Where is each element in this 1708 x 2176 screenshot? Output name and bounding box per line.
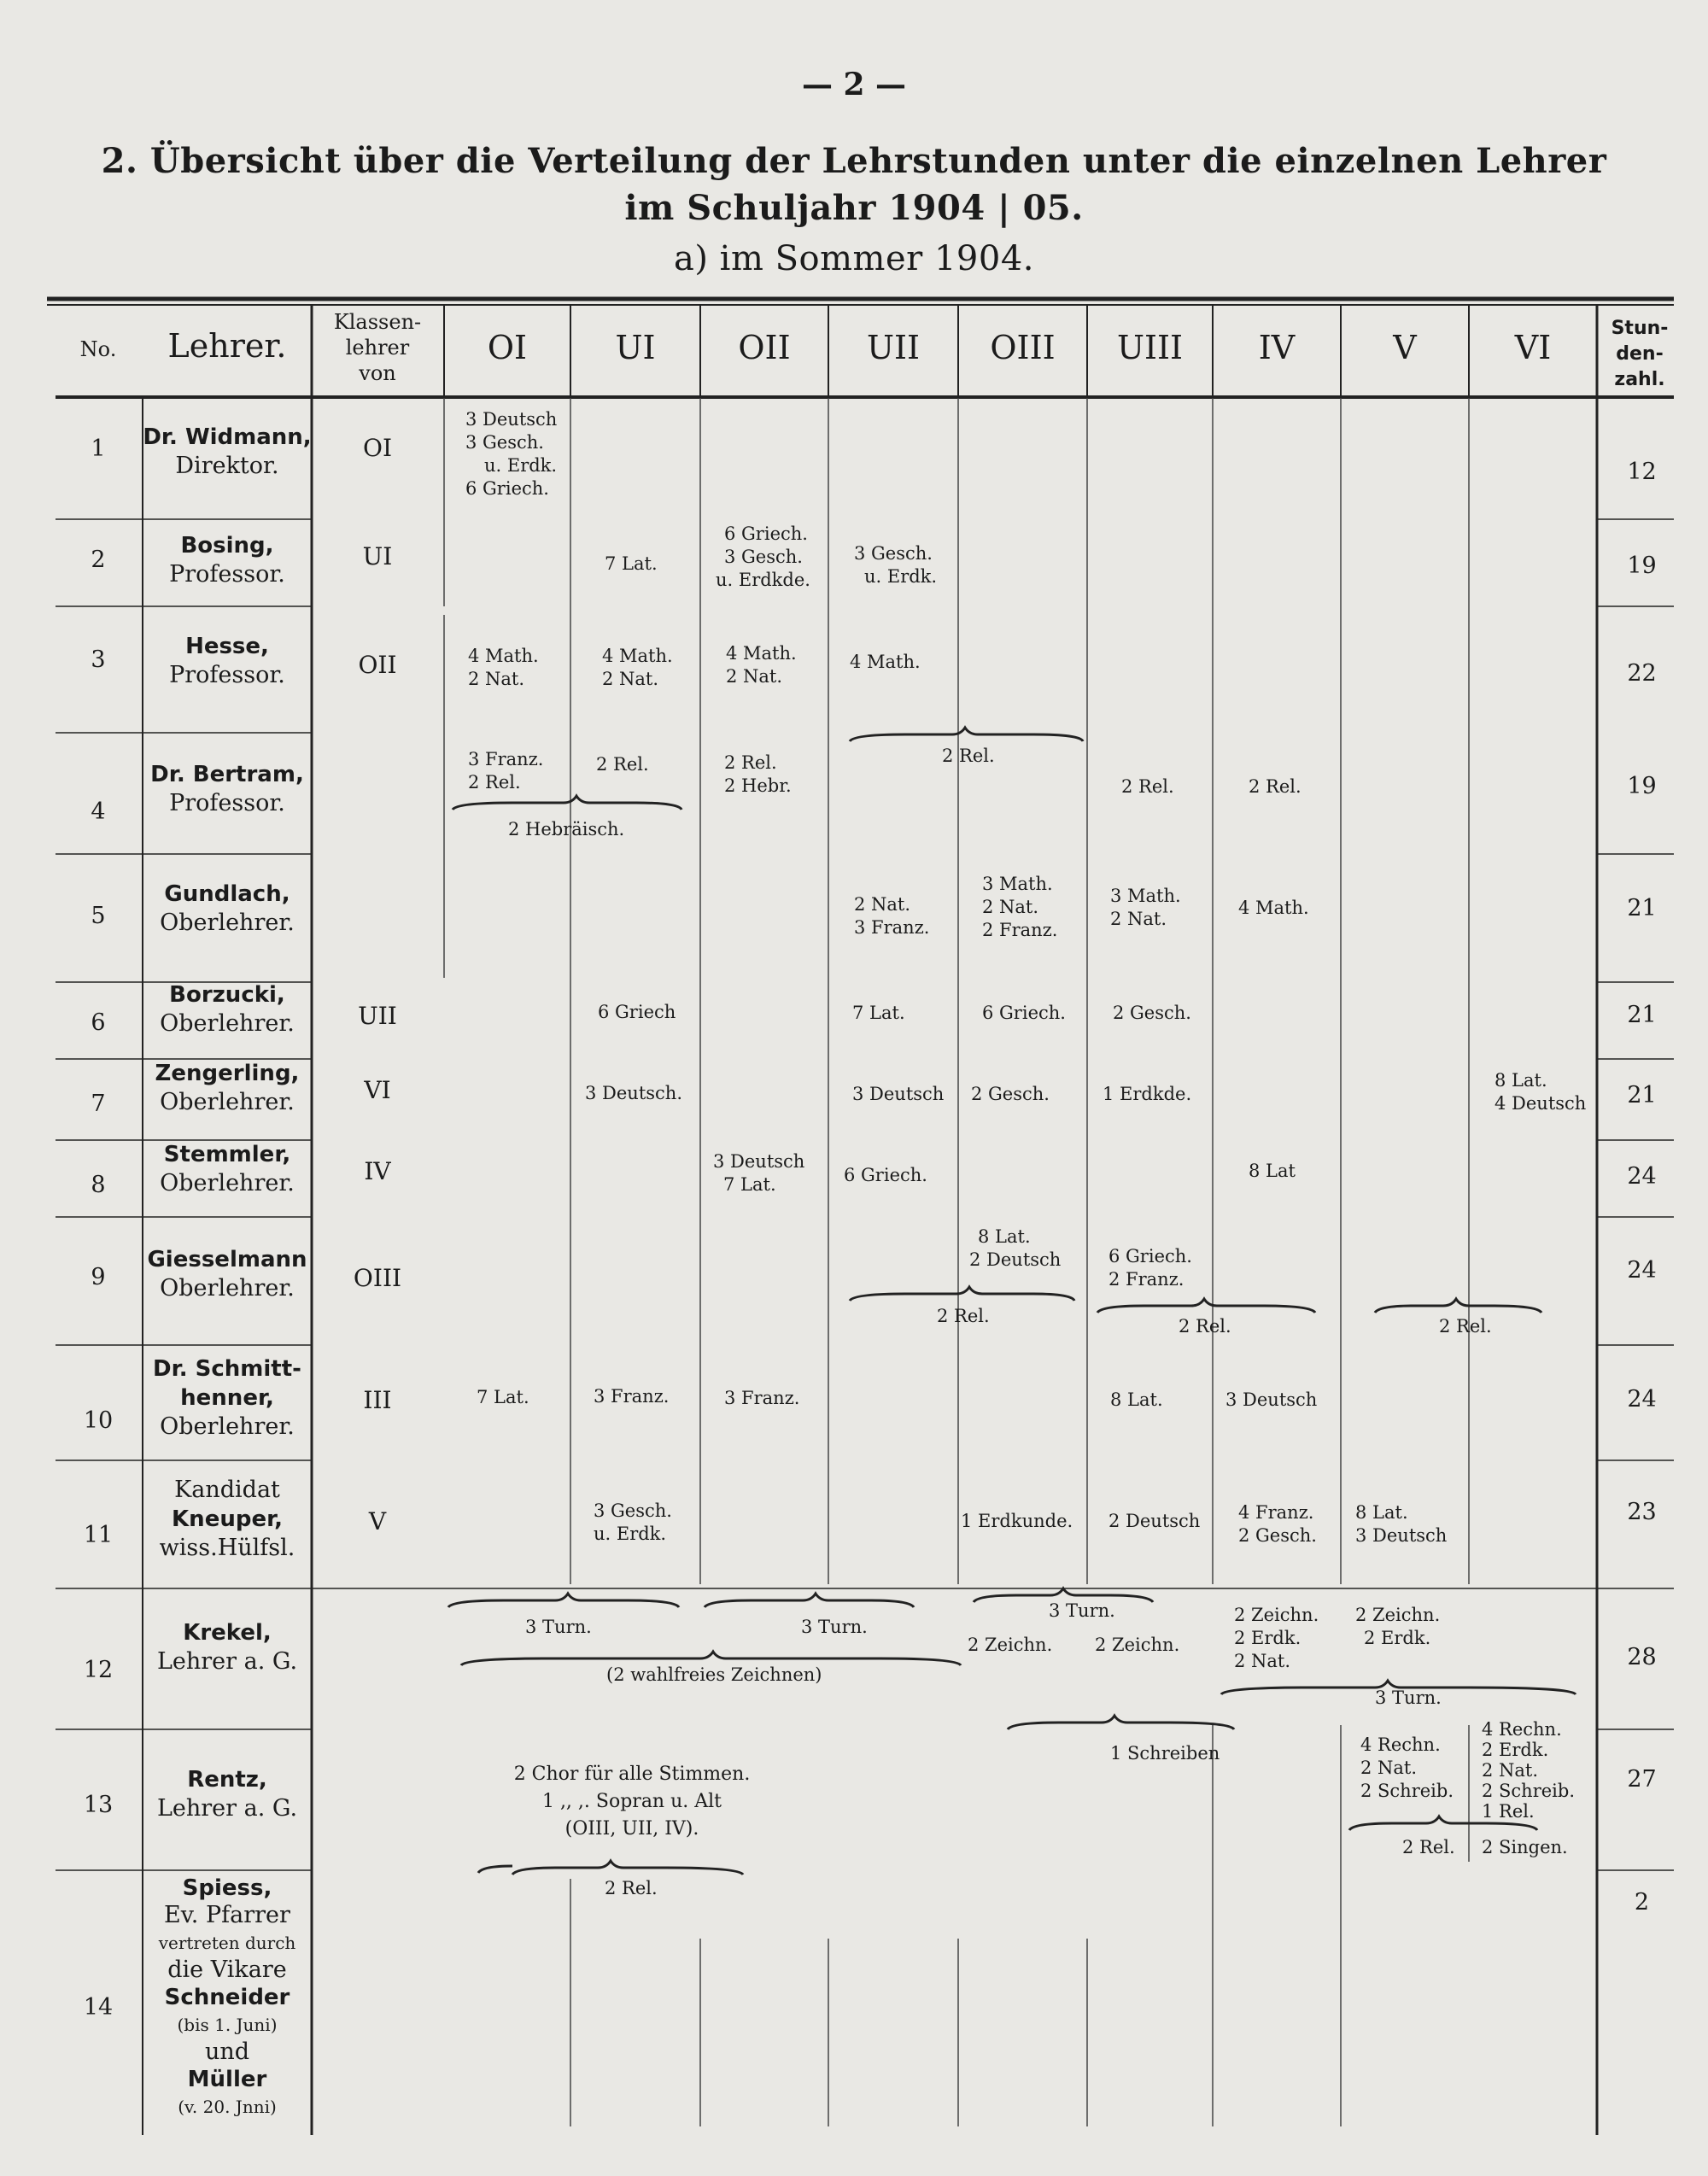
page-number: — 2 — — [801, 67, 907, 102]
header-klassen-l3: von — [359, 361, 396, 385]
row-3-no: 3 — [91, 646, 106, 673]
cell-line: 2 Nat. — [1110, 909, 1167, 929]
row-8-no: 8 — [91, 1172, 106, 1198]
row-11-iv — [1238, 1501, 1317, 1547]
row-7-uii — [852, 1083, 944, 1106]
row-13-rel: 2 Rel. — [1402, 1837, 1455, 1857]
cell-line: 3 Deutsch — [465, 409, 558, 430]
header-klassen-l2: lehrer — [345, 336, 410, 360]
row-13-stunden: 27 — [1627, 1766, 1657, 1793]
header-class-v: V — [1393, 329, 1417, 366]
teacher-name: Krekel, — [183, 1620, 272, 1646]
cell-line: 2 Zeichn. — [1234, 1605, 1319, 1625]
row-14-rel: 2 Rel. — [605, 1878, 658, 1898]
cell-line: 6 Griech. — [465, 478, 549, 499]
header-class-vi: VI — [1514, 329, 1552, 366]
cell-line: 2 Deutsch — [969, 1249, 1062, 1270]
teacher-name: Dr. Bertram, — [150, 762, 304, 787]
row-7-teacher — [143, 1059, 312, 1117]
row-12-zeichnen: (2 wahlfreies Zeichnen) — [606, 1664, 822, 1685]
teacher-rank: Oberlehrer. — [160, 1010, 295, 1037]
cell-line: 2 Nat. — [468, 669, 525, 689]
teacher-name: Spiess, — [182, 1875, 272, 1901]
teacher-name-cont: henner, — [180, 1385, 274, 1411]
title-line-3: a) im Sommer 1904. — [674, 239, 1034, 278]
row-9-rel-uii-oiii: 2 Rel. — [937, 1306, 990, 1326]
cell-line: 7 Lat. — [605, 553, 658, 574]
cell-line: 2 Rel. — [724, 752, 777, 773]
cell-line: 2 Hebr. — [724, 775, 792, 796]
row-5-oiii — [982, 873, 1057, 942]
cell-line: 2 Franz. — [982, 920, 1058, 940]
row-10-stunden: 24 — [1627, 1386, 1657, 1413]
row-14-no: 14 — [83, 1994, 114, 2021]
cell-line: 3 Gesch. — [594, 1500, 672, 1521]
cell-line: 3 Gesch. — [724, 547, 803, 567]
row-12-teacher — [143, 1618, 312, 1676]
row-10-oi — [477, 1386, 529, 1409]
teacher-rank: Oberlehrer. — [160, 1089, 295, 1115]
row-5-iv — [1238, 897, 1309, 920]
teacher-name: Borzucki, — [169, 982, 285, 1008]
cell-line: 4 Math. — [850, 652, 921, 672]
cell-line: 8 Lat. — [1494, 1070, 1547, 1091]
header-no: No. — [79, 337, 117, 361]
cell-line: 2 Franz. — [1108, 1269, 1184, 1290]
teacher-name: Hesse, — [185, 634, 269, 659]
teacher-name: Zengerling, — [155, 1061, 300, 1086]
cell-line: 6 Griech. — [724, 524, 808, 544]
row-3-stunden: 22 — [1627, 660, 1657, 687]
row-2-oii — [716, 523, 810, 592]
cell-line: 8 Lat. — [978, 1226, 1031, 1247]
header-class-oiii: OIII — [990, 329, 1056, 366]
row-11-teacher — [143, 1476, 312, 1563]
cell-line: 3 Gesch. — [854, 543, 933, 564]
row-7-no: 7 — [91, 1091, 106, 1117]
cell-line: 2 Nat. — [854, 894, 911, 915]
cell-line: 6 Griech — [598, 1002, 676, 1022]
row-6-ui — [598, 1001, 676, 1024]
row-5-teacher — [143, 880, 312, 938]
header-stunden-l3: zahl. — [1614, 369, 1665, 390]
row-13-teacher — [143, 1765, 312, 1823]
row-6-uiii — [1113, 1002, 1191, 1025]
row-4-stunden: 19 — [1627, 773, 1657, 799]
cell-line: 3 Franz. — [468, 749, 544, 769]
row-9-klasse: OIII — [353, 1264, 402, 1292]
header-stunden-l1: Stun- — [1611, 318, 1669, 339]
cell-line: 2 Rel. — [468, 772, 521, 793]
teacher-name: Dr. Widmann, — [143, 424, 312, 450]
row-7-vi — [1494, 1069, 1586, 1115]
teacher-substitute-name: Schneider — [164, 1985, 290, 2010]
row-8-iv — [1249, 1160, 1296, 1183]
row-9-no: 9 — [91, 1264, 106, 1290]
teacher-note: die Vikare — [167, 1957, 287, 1983]
cell-line: 4 Franz. — [1238, 1502, 1314, 1523]
row-12-turn-iv-vi: 3 Turn. — [1375, 1688, 1442, 1708]
cell-line: 8 Lat — [1249, 1161, 1296, 1181]
cell-line: 4 Math. — [726, 643, 797, 664]
cell-line: 6 Griech. — [1108, 1246, 1192, 1266]
row-2-teacher — [143, 531, 312, 589]
header-class-oii: OII — [738, 329, 791, 366]
cell-line: 2 Chor für alle Stimmen. — [513, 1764, 751, 1785]
cell-line: 2 Erdk. — [1364, 1628, 1431, 1648]
title-line-2: im Schuljahr 1904 | 05. — [624, 188, 1084, 228]
cell-line: u. Erdkde. — [716, 570, 810, 590]
row-12-v — [1355, 1604, 1440, 1650]
cell-line: 3 Math. — [982, 874, 1053, 894]
teacher-rank: Lehrer a. G. — [156, 1795, 298, 1822]
row-13-chor — [504, 1761, 760, 1843]
row-13-v — [1360, 1734, 1454, 1803]
header-class-oi: OI — [487, 329, 528, 366]
row-10-uiii — [1110, 1389, 1163, 1412]
cell-line: 3 Deutsch — [1225, 1389, 1318, 1410]
cell-line: 4 Deutsch — [1494, 1093, 1587, 1114]
row-4-hebraeisch: 2 Hebräisch. — [508, 819, 625, 839]
cell-line: 3 Franz. — [854, 917, 930, 938]
cell-line: 4 Math. — [602, 646, 673, 666]
row-8-klasse: IV — [364, 1157, 391, 1185]
cell-line: 1 Erdkde. — [1103, 1084, 1192, 1104]
row-12-oiii — [968, 1634, 1052, 1657]
cell-line: 7 Lat. — [477, 1387, 529, 1407]
cell-line: 2 Schreib. — [1360, 1781, 1454, 1801]
cell-line: 3 Franz. — [724, 1388, 800, 1408]
header-stunden-l2: den- — [1616, 343, 1664, 365]
cell-line: 3 Deutsch — [713, 1151, 805, 1172]
row-12-stunden: 28 — [1627, 1644, 1657, 1670]
cell-line: 8 Lat. — [1110, 1389, 1163, 1410]
row-11-v — [1355, 1501, 1447, 1547]
cell-line: 2 Schreib. — [1482, 1781, 1576, 1801]
row-12-iv — [1234, 1604, 1319, 1673]
cell-line: 2 Nat. — [1234, 1651, 1291, 1671]
cell-line: 2 Rel. — [1249, 776, 1301, 797]
row-2-ui — [605, 553, 658, 576]
header-class-uii: UII — [866, 329, 921, 366]
row-10-ui — [594, 1385, 669, 1408]
teacher-rank: Professor. — [169, 662, 285, 688]
row-5-stunden: 21 — [1627, 895, 1657, 921]
cell-line: 7 Lat. — [852, 1003, 905, 1023]
row-5-uiii — [1110, 885, 1181, 931]
row-6-no: 6 — [91, 1009, 106, 1036]
row-9-teacher — [143, 1245, 312, 1303]
cell-line: 3 Deutsch. — [585, 1083, 683, 1103]
header-klassenlehrer — [313, 309, 442, 386]
cell-line: u. Erdk. — [594, 1524, 667, 1544]
row-7-uiii — [1103, 1083, 1191, 1106]
row-4-oi — [468, 748, 543, 794]
cell-line: 2 Nat. — [602, 669, 659, 689]
teacher-note: vertreten durch — [158, 1933, 296, 1953]
teacher-rank: Oberlehrer. — [160, 1275, 295, 1302]
teacher-prefix: Kandidat — [174, 1477, 280, 1503]
row-11-no: 11 — [83, 1522, 114, 1548]
title-line-1: 2. Übersicht über die Verteilung der Lehrstunden unter die einzelnen Lehrer — [101, 141, 1607, 181]
row-3-klasse: OII — [358, 651, 397, 679]
row-3-teacher — [143, 632, 312, 690]
row-12-turn-oii-uii: 3 Turn. — [801, 1617, 868, 1637]
row-11-ui — [594, 1500, 672, 1546]
cell-line: 4 Math. — [468, 646, 539, 666]
row-14-stunden: 2 — [1634, 1889, 1650, 1916]
cell-line: 2 Zeichn. — [968, 1635, 1053, 1655]
row-12-no: 12 — [83, 1657, 114, 1683]
teacher-note: (v. 20. Jnni) — [178, 2097, 277, 2117]
row-1-teacher — [143, 423, 312, 481]
cell-line: 2 Deutsch — [1108, 1511, 1201, 1531]
cell-line: u. Erdk. — [864, 566, 938, 587]
cell-line: 6 Griech. — [982, 1003, 1066, 1023]
row-5-no: 5 — [91, 903, 106, 929]
header-stundenzahl — [1597, 316, 1682, 393]
row-6-oiii — [982, 1002, 1066, 1025]
row-4-teacher — [143, 760, 312, 818]
teacher-rank: Professor. — [169, 561, 285, 588]
teacher-name: Kneuper, — [172, 1506, 283, 1532]
row-14-teacher — [143, 1875, 312, 2120]
cell-line: (OIII, UII, IV). — [564, 1818, 699, 1840]
row-12-turn-oiii-uiii: 3 Turn. — [1049, 1600, 1115, 1621]
row-6-teacher — [143, 980, 312, 1038]
header-class-iv: IV — [1258, 329, 1296, 366]
cell-line: 2 Nat. — [1360, 1758, 1418, 1778]
row-13-no: 13 — [83, 1792, 114, 1818]
cell-line: 3 Math. — [1110, 886, 1181, 906]
row-9-oiii — [969, 1225, 1061, 1272]
row-4-uii-oiii: 2 Rel. — [942, 746, 995, 766]
teacher-rank: Oberlehrer. — [160, 910, 295, 936]
cell-line: 2 Erdk. — [1234, 1628, 1301, 1648]
cell-line: u. Erdk. — [484, 455, 558, 476]
cell-line: 4 Math. — [1238, 898, 1309, 918]
row-1-no: 1 — [91, 436, 106, 462]
teacher-name: Bosing, — [180, 533, 274, 559]
row-9-rel-uiii-iv: 2 Rel. — [1179, 1316, 1231, 1337]
cell-line: 6 Griech. — [844, 1165, 927, 1185]
row-9-rel-v-vi: 2 Rel. — [1439, 1316, 1492, 1337]
row-2-klasse: UI — [362, 542, 393, 570]
row-11-stunden: 23 — [1627, 1499, 1657, 1525]
row-6-uii — [852, 1002, 905, 1025]
teacher-rank: Professor. — [169, 790, 285, 816]
row-10-klasse: III — [363, 1386, 392, 1414]
teacher-note: und — [204, 2039, 250, 2065]
teacher-substitute-name: Müller — [187, 2067, 267, 2092]
row-7-stunden: 21 — [1627, 1082, 1657, 1108]
cell-line: 3 Deutsch — [1355, 1525, 1448, 1546]
teacher-rank: Direktor. — [175, 453, 279, 479]
cell-line: 2 Nat. — [726, 666, 783, 687]
cell-line: 3 Gesch. — [465, 432, 544, 453]
row-12-turn-oi-ui: 3 Turn. — [525, 1617, 592, 1637]
cell-line: 2 Nat. — [1482, 1760, 1539, 1781]
row-9-stunden: 24 — [1627, 1257, 1657, 1284]
header-class-ui: UI — [615, 329, 656, 366]
row-11-klasse: V — [368, 1507, 387, 1535]
row-2-stunden: 19 — [1627, 553, 1657, 579]
row-8-teacher — [143, 1140, 312, 1198]
row-4-no: 4 — [91, 798, 106, 825]
row-4-uiii — [1121, 775, 1174, 798]
row-1-klasse: OI — [362, 434, 392, 462]
row-2-no: 2 — [91, 547, 106, 573]
teacher-rank: Ev. Pfarrer — [164, 1902, 290, 1928]
row-6-stunden: 21 — [1627, 1002, 1657, 1028]
row-7-klasse: VI — [364, 1076, 391, 1104]
cell-line: 3 Deutsch — [852, 1084, 945, 1104]
header-klassen-l1: Klassen- — [333, 310, 422, 334]
row-9-uiii — [1108, 1245, 1192, 1291]
header-class-uiii: UIII — [1116, 329, 1184, 366]
row-4-oii — [724, 752, 792, 798]
row-8-uii — [844, 1164, 927, 1187]
row-3-uii — [850, 651, 921, 674]
row-13-singen: 2 Singen. — [1482, 1837, 1568, 1857]
row-6-klasse: UII — [358, 1002, 397, 1030]
cell-line: 1 Erdkunde. — [961, 1511, 1073, 1531]
row-2-uii — [854, 542, 937, 588]
teacher-rank: Oberlehrer. — [160, 1413, 295, 1440]
row-5-uii — [854, 893, 929, 939]
teacher-rank: wiss.Hülfsl. — [159, 1535, 295, 1561]
row-1-stunden: 12 — [1627, 459, 1657, 485]
row-3-oii — [726, 642, 797, 688]
cell-line: 7 Lat. — [723, 1174, 776, 1195]
cell-line: 8 Lat. — [1355, 1502, 1408, 1523]
row-4-ui — [596, 753, 649, 776]
row-3-oi — [468, 645, 539, 691]
teacher-name: Stemmler, — [163, 1142, 291, 1167]
teacher-name: Gundlach, — [164, 881, 290, 907]
cell-line: 4 Rechn. — [1482, 1719, 1562, 1740]
row-10-iv — [1225, 1389, 1317, 1412]
row-7-oiii — [971, 1083, 1050, 1106]
row-1-oi — [465, 408, 557, 500]
teacher-rank: Oberlehrer. — [160, 1170, 295, 1196]
cell-line: 4 Rechn. — [1360, 1734, 1441, 1755]
cell-line: 2 Zeichn. — [1355, 1605, 1441, 1625]
cell-line: 2 Gesch. — [1113, 1003, 1191, 1023]
teacher-name: Giesselmann — [147, 1247, 307, 1272]
cell-line: 2 Rel. — [596, 754, 649, 775]
row-4-iv — [1249, 775, 1301, 798]
cell-line: 2 Erdk. — [1482, 1740, 1549, 1760]
teacher-name: Rentz, — [187, 1767, 267, 1793]
row-12-uiii — [1095, 1634, 1179, 1657]
cell-line: 1 ,, ,. Sopran u. Alt — [541, 1791, 722, 1812]
teacher-rank: Lehrer a. G. — [156, 1648, 298, 1675]
row-3-ui — [602, 645, 673, 691]
row-10-teacher — [143, 1354, 312, 1442]
row-10-no: 10 — [83, 1407, 114, 1434]
cell-line: 2 Rel. — [1121, 776, 1174, 797]
cell-line: 2 Gesch. — [971, 1084, 1050, 1104]
header-lehrer: Lehrer. — [167, 327, 287, 365]
row-11-uiii — [1108, 1510, 1200, 1533]
cell-line: 3 Franz. — [594, 1386, 670, 1407]
row-7-ui — [585, 1082, 682, 1105]
teacher-note: (bis 1. Juni) — [177, 2015, 278, 2035]
row-13-vi — [1482, 1719, 1575, 1822]
row-13-schreiben: 1 Schreiben — [1110, 1743, 1220, 1764]
row-8-stunden: 24 — [1627, 1163, 1657, 1190]
row-11-oiii — [961, 1510, 1073, 1533]
teacher-name: Dr. Schmitt- — [153, 1356, 301, 1382]
row-8-oii — [713, 1150, 804, 1196]
cell-line: 1 Rel. — [1482, 1801, 1535, 1822]
cell-line: 2 Nat. — [982, 897, 1039, 917]
row-10-oii — [724, 1387, 799, 1410]
cell-line: 2 Zeichn. — [1095, 1635, 1180, 1655]
cell-line: 2 Gesch. — [1238, 1525, 1317, 1546]
